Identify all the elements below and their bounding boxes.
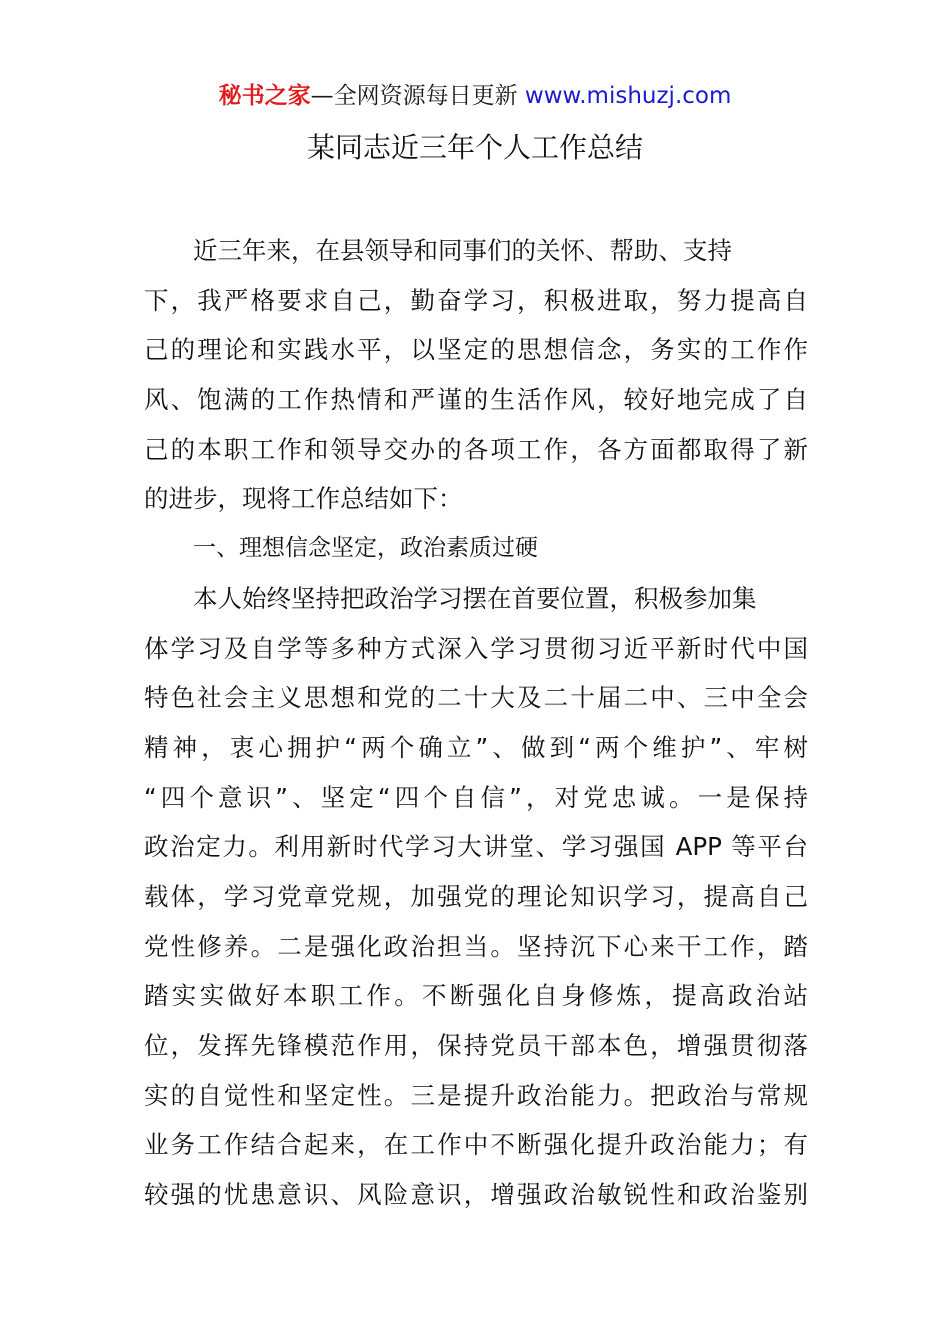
paragraph-line: 踏实实做好本职工作。不断强化自身修炼，提高政治站 <box>144 981 808 1011</box>
section-heading: 一、理想信念坚定，政治素质过硬 <box>193 535 538 562</box>
paragraph-line: 下，我严格要求自己，勤奋学习，积极进取，努力提高自 <box>144 285 808 315</box>
paragraph-line: 近三年来，在县领导和同事们的关怀、帮助、支持 <box>193 236 732 265</box>
paragraph-line: 党性修养。二是强化政治担当。坚持沉下心来干工作，踏 <box>144 931 808 961</box>
paragraph-line: 风、饱满的工作热情和严谨的生活作风，较好地完成了自 <box>144 385 808 415</box>
paragraph-line: 特色社会主义思想和党的二十大及二十届二中、三中全会 <box>144 683 808 713</box>
paragraph-line: 载体，学习党章党规，加强党的理论知识学习，提高自己 <box>144 881 808 911</box>
paragraph-line: 己的理论和实践水平，以坚定的思想信念，务实的工作作 <box>144 335 808 365</box>
header-slogan: —全网资源每日更新 <box>310 83 518 109</box>
paragraph-line: 较强的忧患意识、风险意识，增强政治敏锐性和政治鉴别 <box>144 1180 808 1210</box>
paragraph-line: “四个意识”、坚定“四个自信”，对党忠诚。一是保持 <box>144 782 808 812</box>
paragraph-line: 本人始终坚持把政治学习摆在首要位置，积极参加集 <box>193 583 757 613</box>
site-header <box>0 80 950 112</box>
paragraph-line: 位，发挥先锋模范作用，保持党员干部本色，增强贯彻落 <box>144 1031 808 1060</box>
brand-name: 秘书之家 <box>218 83 311 109</box>
paragraph-line: 己的本职工作和领导交办的各项工作，各方面都取得了新 <box>144 434 808 464</box>
paragraph-line: 体学习及自学等多种方式深入学习贯彻习近平新时代中国 <box>144 633 808 663</box>
paragraph-line: 业务工作结合起来，在工作中不断强化提升政治能力；有 <box>144 1130 808 1160</box>
paragraph-line: 的进步，现将工作总结如下： <box>144 484 463 514</box>
paragraph-line: 政治定力。利用新时代学习大讲堂、学习强国 APP 等平台 <box>144 832 808 862</box>
paragraph-line: 实的自觉性和坚定性。三是提升政治能力。把政治与常规 <box>144 1080 808 1110</box>
document-body <box>144 226 808 1220</box>
site-url: www.mishuzj.com <box>524 83 732 109</box>
paragraph-line: 精神，衷心拥护“两个确立”、做到“两个维护”、牢树 <box>144 732 808 762</box>
document-title: 某同志近三年个人工作总结 <box>306 131 643 164</box>
